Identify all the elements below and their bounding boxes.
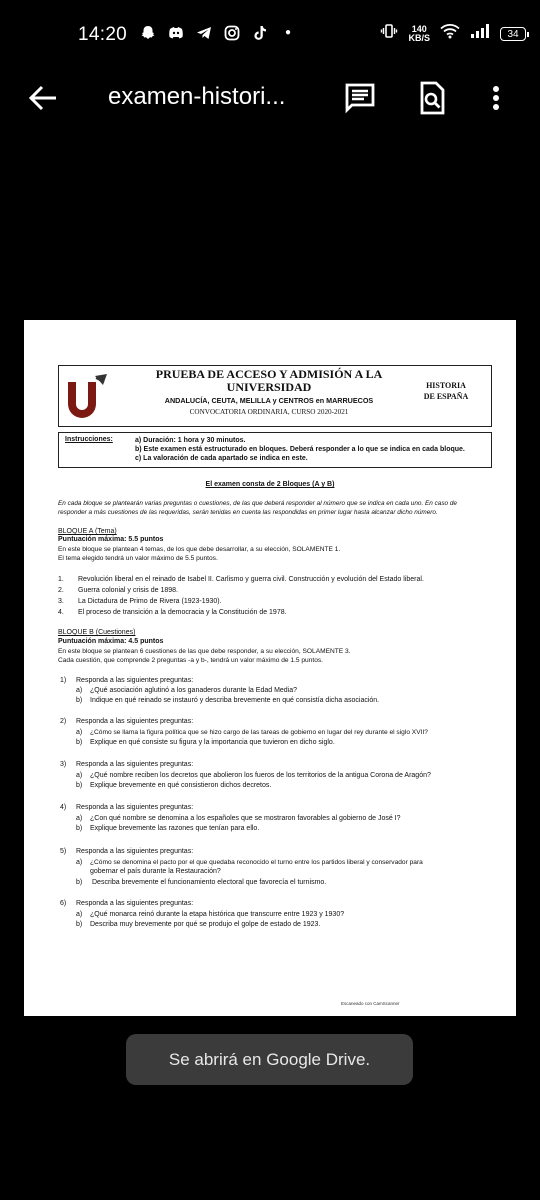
back-button[interactable] [26, 82, 60, 114]
question-part-a: ¿Qué monarca reinó durante la etapa histórica que transcurre entre 1923 y 1930? [90, 911, 345, 918]
document-page-preview[interactable] [24, 320, 516, 1016]
intro-line2: responder a más cuestiones de las requeridas, serán tenidas en cuenta las respondidas en primer lugar hasta alcanzar dicho número. [58, 509, 438, 516]
question-part-label: a) [76, 859, 83, 866]
question-lead: Responda a las siguientes preguntas: [76, 804, 194, 811]
comments-button[interactable] [342, 80, 378, 116]
topic-text: Revolución liberal en el reinado de Isabel II. Carlismo y guerra civil. Construcción y evolución del Estado liberal. [78, 576, 424, 583]
open-in-drive-toast: Se abrirá en Google Drive. [126, 1034, 413, 1085]
exam-header [58, 365, 492, 427]
question-number: 1) [60, 677, 67, 684]
battery-indicator: 34 [500, 27, 526, 41]
block-b-desc2: Cada cuestión, que comprende 2 preguntas -a y b-, tendrá un valor máximo de 1.5 puntos. [58, 657, 324, 664]
intro-line1: En cada bloque se plantearán varias preguntas o cuestiones, de las que deberá responder al número que se indica en cada uno. En caso de [58, 500, 457, 507]
exam-title-block [119, 368, 419, 416]
question-part-label: a) [76, 772, 83, 779]
block-a-score: Puntuación máxima: 5.5 puntos [58, 536, 164, 543]
instruction-item: c) La valoración de cada apartado se indica en este. [135, 455, 308, 462]
question-number: 2) [60, 718, 67, 725]
exam-call: CONVOCATORIA ORDINARIA, CURSO 2020-2021 [189, 408, 349, 416]
topic-number: 3. [58, 598, 64, 605]
notification-icons [140, 25, 296, 41]
question-lead: Responda a las siguientes preguntas: [76, 761, 194, 768]
question-part-b: Explique brevemente las razones que tenían para ello. [90, 825, 260, 832]
more-vert-icon [486, 80, 506, 116]
document-search-icon [414, 80, 450, 116]
more-options-button[interactable] [486, 80, 506, 116]
topic-text: Guerra colonial y crisis de 1898. [78, 587, 178, 594]
app-bar [0, 70, 540, 126]
block-a-desc1: En este bloque se plantean 4 temas, de los que debe desarrollar, a su elección, SOLAMENTE 1. [58, 546, 341, 553]
topic-text: La Dictadura de Primo de Rivera (1923-1930). [78, 598, 222, 605]
question-lead: Responda a las siguientes preguntas: [76, 718, 194, 725]
question-part-a: ¿Cómo se denomina el pacto por el que quedaba reconocido el turno entre los partidos liberal y conservador para [90, 859, 423, 866]
question-part-a: ¿Con qué nombre se denomina a los españoles que se mostraron favorables al gobierno de José I? [90, 815, 401, 822]
system-icons [380, 22, 526, 45]
question-number: 6) [60, 900, 67, 907]
instructions-label: Instrucciones: [65, 436, 113, 443]
instruction-item: a) Duración: 1 hora y 30 minutos. [135, 437, 246, 444]
tiktok-icon [252, 25, 268, 41]
question-part-label: b) [76, 782, 83, 789]
block-b-score: Puntuación máxima: 4.5 puntos [58, 638, 164, 645]
network-speed-value: 140 [411, 23, 427, 34]
university-logo-icon [65, 372, 109, 422]
question-lead: Responda a las siguientes preguntas: [76, 848, 194, 855]
network-speed [408, 25, 430, 43]
topic-number: 1. [58, 576, 64, 583]
instagram-icon [224, 25, 240, 41]
question-lead: Responda a las siguientes preguntas: [76, 677, 194, 684]
document-title: examen-histori... [108, 83, 286, 110]
arrow-left-icon [26, 82, 60, 114]
question-number: 3) [60, 761, 67, 768]
block-b-title: BLOQUE B (Cuestiones) [58, 629, 136, 636]
question-part-label: b) [76, 921, 83, 928]
question-number: 4) [60, 804, 67, 811]
question-part-a: ¿Qué asociación aglutinó a los ganaderos durante la Edad Media? [90, 687, 298, 694]
instructions-box [58, 432, 492, 468]
clock: 14:20 [78, 24, 128, 45]
instruction-item: b) Este examen está estructurado en bloques. Deberá responder a lo que se indica en cada bloque. [135, 446, 465, 453]
status-bar [0, 0, 540, 70]
question-part-label: b) [76, 697, 83, 704]
question-part-b: Indique en qué reinado se instauró y describa brevemente en qué consistía dicha asociación. [90, 697, 380, 704]
question-part-a-continued: gobernar el país durante la Restauración? [90, 868, 221, 875]
network-speed-unit: KB/S [408, 32, 430, 43]
signal-icon [470, 23, 490, 44]
question-part-label: a) [76, 815, 83, 822]
topic-number: 2. [58, 587, 64, 594]
more-notifications-dot: ● [284, 27, 292, 38]
exam-title-line1: PRUEBA DE ACCESO Y ADMISIÓN A LA [155, 367, 383, 381]
question-part-b: Explique en qué consiste su figura y la importancia que tuvieron en dicho siglo. [90, 739, 335, 746]
question-part-label: a) [76, 729, 83, 736]
scanner-watermark: Escaneado con CamScanner [341, 1001, 400, 1006]
structure-heading: El examen consta de 2 Bloques (A y B) [205, 481, 335, 488]
topic-text: El proceso de transición a la democracia y la Constitución de 1978. [78, 609, 287, 616]
question-part-a: ¿Qué nombre reciben los decretos que abolieron los fueros de los territorios de la antigua Corona de Aragón? [90, 772, 431, 779]
exam-subject [411, 380, 481, 402]
instructions-list [135, 436, 465, 463]
comment-icon [342, 80, 378, 116]
question-part-b: Describa muy brevemente por qué se produjo el golpe de estado de 1923. [90, 921, 321, 928]
block-b-desc1: En este bloque se plantean 6 cuestiones de las que debe responder, a su elección, SOLAMENTE 3. [58, 648, 351, 655]
question-number: 5) [60, 848, 67, 855]
question-part-label: b) [76, 825, 83, 832]
subject-line2: DE ESPAÑA [423, 392, 469, 401]
question-part-b: Explique brevemente en qué consistieron dichos decretos. [90, 782, 272, 789]
question-part-label: a) [76, 911, 83, 918]
question-part-a: ¿Cómo se llama la figura política que se hizo cargo de las tareas de gobierno en lugar del rey durante el siglo XVII? [90, 729, 428, 736]
subject-line1: HISTORIA [426, 381, 466, 390]
question-part-b: Describa brevemente el funcionamiento electoral que favorecía el turnismo. [92, 879, 327, 886]
exam-title-line2: UNIVERSIDAD [226, 380, 312, 394]
question-part-label: a) [76, 687, 83, 694]
telegram-icon [196, 25, 212, 41]
block-a-title: BLOQUE A (Tema) [58, 528, 117, 535]
snapchat-icon [140, 25, 156, 41]
question-part-label: b) [76, 739, 83, 746]
find-in-document-button[interactable] [414, 80, 450, 116]
block-a-desc2: El tema elegido tendrá un valor máximo de 5.5 puntos. [58, 555, 218, 562]
vibrate-icon [380, 22, 398, 45]
question-part-label: b) [76, 879, 83, 886]
exam-region: ANDALUCÍA, CEUTA, MELILLA y CENTROS en MARRUECOS [164, 396, 374, 405]
discord-icon [168, 25, 184, 41]
topic-number: 4. [58, 609, 64, 616]
wifi-icon [440, 23, 460, 44]
question-lead: Responda a las siguientes preguntas: [76, 900, 194, 907]
